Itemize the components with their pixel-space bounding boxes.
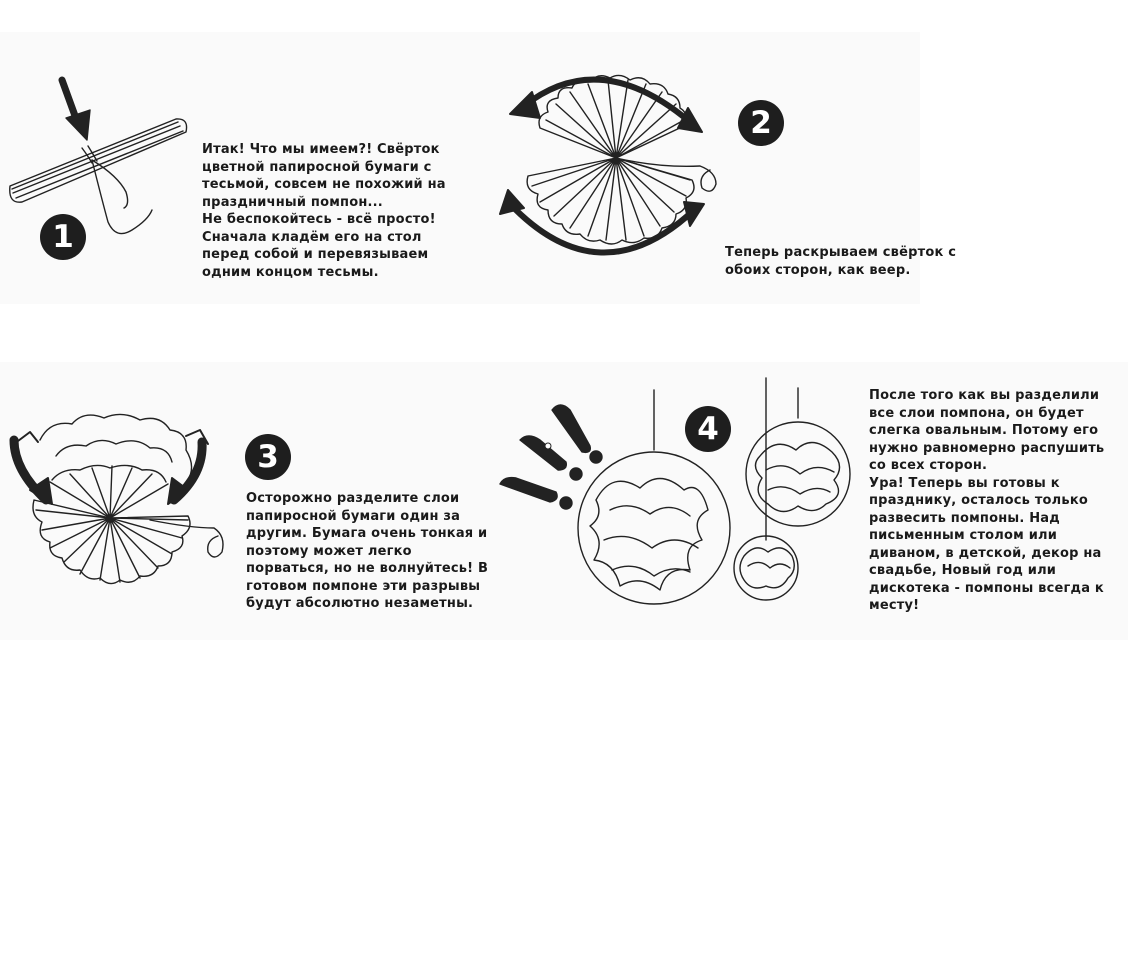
step-4-number: 4: [685, 406, 731, 452]
step-2-number: 2: [738, 100, 784, 146]
arrow-down-icon: [62, 80, 90, 140]
separating-layers-illustration: [33, 414, 223, 583]
step-1-number: 1: [40, 214, 86, 260]
folded-tissue-bundle-illustration: [10, 119, 187, 234]
step-3-number: 3: [245, 434, 291, 480]
step-1-text: Итак! Что мы имеем?! Свёрток цветной папиросной бумаги с тесьмой, совсем не похожий на праздничный помпон... Не беспокойтесь - всё просто! Сначала кладём его на стол перед собой и перевязываем одним концом тесьмы.: [202, 142, 446, 280]
step-3-text: Осторожно разделите слои папиросной бумаги один за другим. Бумага очень тонкая и поэтому может легко порваться, но не волнуйтесь! В готовом помпоне эти разрывы будут абсолютно незаметны.: [246, 491, 489, 611]
curved-arrow-right-icon: [168, 430, 208, 504]
step-2-text: Теперь раскрываем свёрток с обоих сторон, как веер.: [725, 245, 957, 278]
curved-arrow-left-icon: [14, 432, 52, 504]
step-4-text: После того как вы разделили все слои помпона, он будет слегка овальным. Потому его нужно равномерно распушить со всех сторон. Ура! Теперь вы готовы к празднику, осталось только развесить помпоны. Над письменным столом или диваном, в детской, декор на свадьбе, Новый год или дискотека - помпоны всегда к месту!: [869, 388, 1105, 613]
